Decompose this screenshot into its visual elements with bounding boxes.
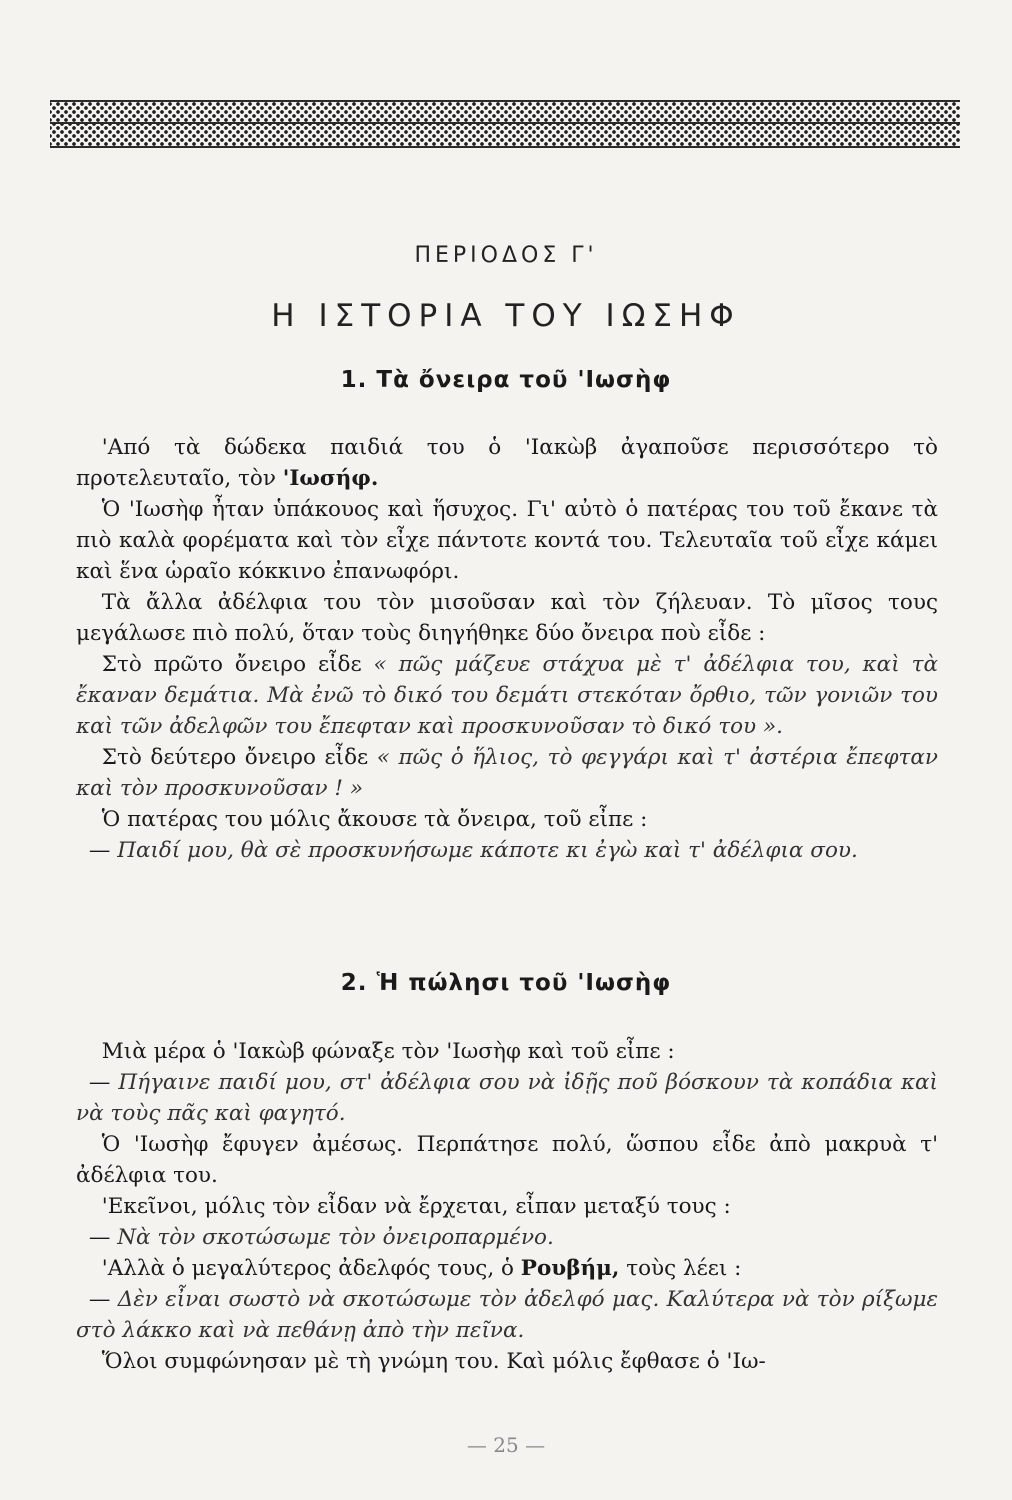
section-2-body xyxy=(76,1036,938,1377)
page-number: — 25 — xyxy=(466,1433,546,1457)
paragraph: Μιὰ μέρα ὁ 'Ιακὼβ φώναξε τὸν 'Ιωσὴφ καὶ τοῦ εἶπε : xyxy=(101,1039,675,1064)
chapter-title: Η ΙΣΤΟΡΙΑ ΤΟΥ ΙΩΣΗΦ xyxy=(271,298,741,334)
paragraph: Τὰ ἄλλα ἀδέλφια του τὸν μισοῦσαν καὶ τὸν ζήλευαν. Τὸ μῖσος τους μεγάλωσε πιὸ πολύ, ὅταν τοὺς διηγήθηκε δύο ὄνειρα ποὺ εἶδε : xyxy=(76,590,938,646)
paragraph-text: Στὸ δεύτερο ὄνειρο εἶδε xyxy=(101,745,377,770)
dialogue-line xyxy=(76,1284,938,1346)
paragraph: Ὅλοι συμφώνησαν μὲ τὴ γνώμη του. Καὶ μόλις ἔφθασε ὁ 'Ιω- xyxy=(101,1349,766,1374)
paragraph xyxy=(76,432,938,494)
dialogue-line xyxy=(76,1067,938,1129)
dream-quote-1: « πῶς μάζευε στάχυα μὲ τ' ἀδέλφια του, καὶ τὰ ἔκαναν δεμάτια. Μὰ ἐνῶ τὸ δικό του δεμάτι στεκόταν ὄρθιο, τῶν γονιῶν του καὶ τῶν ἀδελφῶν του ἔπεφταν καὶ προσκυνοῦσαν τὸ δικό του ». xyxy=(76,652,938,739)
dialogue-text: Πήγαινε παιδί μου, στ' ἀδέλφια σου νὰ ἰδῇς ποῦ βόσκουν τὰ κοπάδια καὶ νὰ τοὺς πᾶς καὶ φαγητό. xyxy=(76,1070,938,1126)
decorative-border xyxy=(50,100,960,148)
paragraph-text: Στὸ πρῶτο ὄνειρο εἶδε xyxy=(101,652,374,677)
dialogue-dash: — xyxy=(88,838,118,863)
paragraph: Ὁ πατέρας του μόλις ἄκουσε τὰ ὄνειρα, τοῦ εἶπε : xyxy=(101,807,648,832)
dialogue-text: Νὰ τὸν σκοτώσωμε τὸν ὀνειροπαρμένο. xyxy=(117,1225,554,1250)
paragraph xyxy=(76,1253,938,1284)
paragraph: Ὁ 'Ιωσὴφ ἔφυγεν ἀμέσως. Περπάτησε πολύ, ὥσπου εἶδε ἀπὸ μακρυὰ τ' ἀδέλφια του. xyxy=(76,1132,938,1188)
section-2-title: 2. Ἡ πώλησι τοῦ 'Ιωσὴφ xyxy=(340,970,672,996)
dialogue-line xyxy=(76,1222,938,1253)
dialogue-text: Δὲν εἶναι σωστὸ νὰ σκοτώσωμε τὸν ἀδελφό μας. Καλύτερα νὰ τὸν ρίξωμε στὸ λάκκο καὶ νὰ πεθάνῃ ἀπὸ τὴν πεῖνα. xyxy=(76,1287,938,1343)
name-reuben: Ρουβήμ, xyxy=(520,1256,620,1281)
dialogue-dash: — xyxy=(88,1070,119,1095)
section-1-title: 1. Τὰ ὄνειρα τοῦ 'Ιωσὴφ xyxy=(340,367,672,393)
dialogue-dash: — xyxy=(88,1287,118,1312)
paragraph xyxy=(76,742,938,804)
section-1-body xyxy=(76,432,938,866)
paragraph-text: τοὺς λέει : xyxy=(619,1256,742,1281)
paragraph-text: 'Από τὰ δώδεκα παιδιά του ὁ 'Ιακὼβ ἀγαποῦσε περισσότερο τὸ προτελευταῖο, τὸν xyxy=(76,435,938,491)
name-joseph: 'Ιωσήφ. xyxy=(282,466,379,491)
paragraph xyxy=(76,649,938,742)
dream-quote-2: « πῶς ὁ ἥλιος, τὸ φεγγάρι καὶ τ' ἀστέρια ἔπεφταν καὶ τὸν προσκυνοῦσαν ! » xyxy=(76,745,938,801)
dialogue-text: Παιδί μου, θὰ σὲ προσκυνήσωμε κάποτε κι ἐγὼ καὶ τ' ἀδέλφια σου. xyxy=(117,838,858,863)
paragraph: Ὁ 'Ιωσὴφ ἦταν ὑπάκουος καὶ ἥσυχος. Γι' αὐτὸ ὁ πατέρας του τοῦ ἔκανε τὰ πιὸ καλὰ φορέματα καὶ τὸν εἶχε πάντοτε κοντά του. Τελευταῖα τοῦ εἶχε κάμει καὶ ἕνα ὡραῖο κόκκινο ἐπανωφόρι. xyxy=(76,497,938,584)
paragraph-text: 'Αλλὰ ὁ μεγαλύτερος ἀδελφός τους, ὁ xyxy=(101,1256,521,1281)
dialogue-line xyxy=(76,835,938,866)
dialogue-dash: — xyxy=(88,1225,118,1250)
period-heading: ΠΕΡΙΟΔΟΣ Γ' xyxy=(414,243,598,268)
paragraph: 'Εκεῖνοι, μόλις τὸν εἶδαν νὰ ἔρχεται, εἶπαν μεταξύ τους : xyxy=(101,1194,731,1219)
